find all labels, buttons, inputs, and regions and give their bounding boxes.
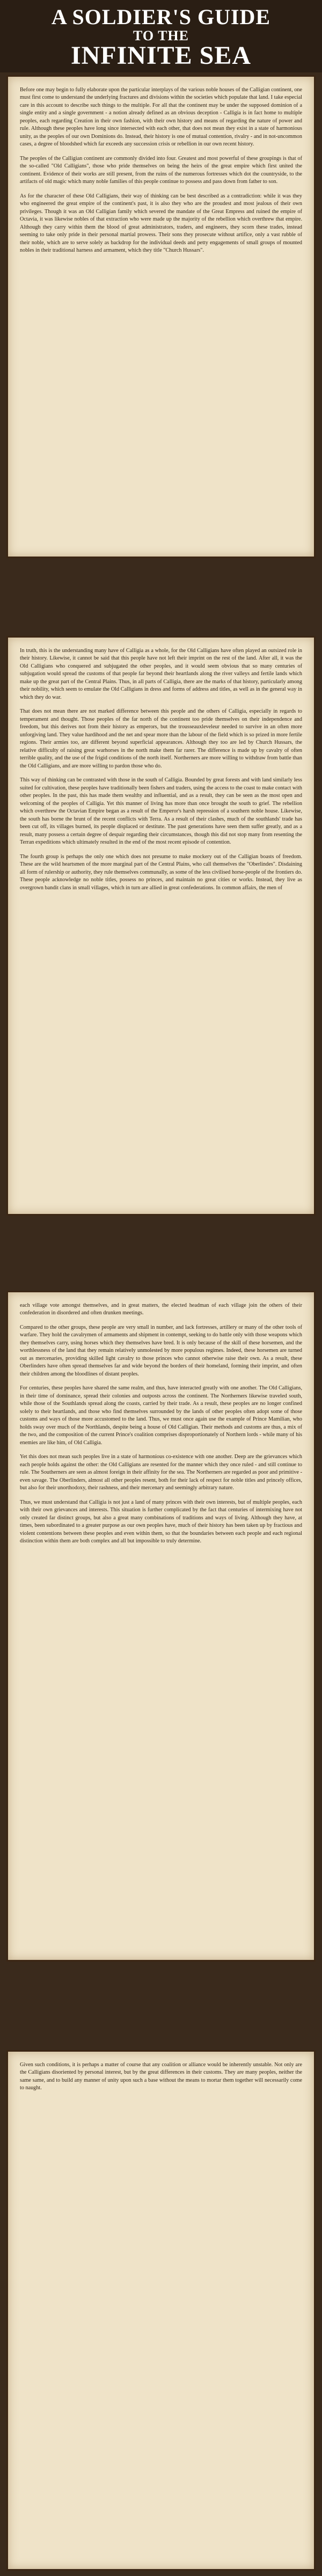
paragraph: That does not mean there are not marked difference between this people and the others of Calligia, especially in regards to temperament and thought. Those peoples of the far north of the continent too pride themselves on their independence and freedom, but this derives not from their history as emperors, but the trousseauxleveleur needed to survive in an often more unforgiving land. They value hardihood and the net and spear more than the labour of the field which is so prized in more fertile regions. Their armies too, are different beyond superficial appearances. Although they too are led by Church Hussars, the relative difficulty of raising great warhorses in the north make them far rarer. The difference is made up by cavalry of often terrible quality, and the use of the frigid conditions of the north itself. Northerners are more willing to withdraw from battle than the Old Calligians, and are more willing to pardon those who do.	[20, 708, 302, 769]
paragraph: In truth, this is the understanding many have of Calligia as a whole, for the Old Calligians have often played an outsized role in their history. Likewise, it cannot be said that this people have not left their imprint on the rest of the land. After all, it was the Old Calligians who conquered and subjugated the other peoples, and it would seem obvious that so many centuries of subjugation would spread the customs of that people far beyond their heartlands along the river valleys and fertile lands which make up the great part of the Central Plains. Thus, in all parts of Calligia, there are the marks of that history, particularly among their nobility, which seem to emulate the Old Calligians in dress and forms of address and titles, as well as in the general way in which they do war.	[20, 648, 302, 700]
paragraph: Thus, we must understand that Calligia is not just a land of many princes with their own interests, but of multiple peoples, each with their own grievances and interests. This situation is further complicated by the fact that centuries of intermixing have not only created far distinct groups, but also a great many combinations of traditions and ways of living. Although they have, at times, been subordinated to a greater purpose as our own peoples have, much of their history has been taken up by fractious and violent contentions between these peoples and even within them, so that the boundaries between each people and each regional distinction within them are both complex and all but impossible to truly determine.	[20, 1499, 302, 1545]
title-banner	[0, 0, 322, 72]
title-line-3: INFINITE SEA	[70, 41, 252, 70]
paragraph: Given such conditions, it is perhaps a matter of course that any coalition or alliance would be inherently unstable. Not only are the Calligians disoriented by personal interest, but by the great differences in their customs. They are many peoples, neither the same same, and to build any manner of unity upon such a base without the means to mortar them together will necessarily come to naught.	[20, 2062, 302, 2091]
paragraph: Yet this does not mean such peoples live in a state of harmonious co-existence with one another. Deep are the grievances which each people holds against the other: the Old Calligians are resented for the manner which they once ruled - and still continue to rule. The Southerners are seen as almost foreign in their affinity for the sea. The Northerners are regarded as poor and primitive - even savage. The Oberlinders, almost all other peoples resent, both for their lack of respect for noble titles and princely offices, but also for their unorthodoxy, their rashness, and their mercenary and seemingly arbitrary nature.	[20, 1454, 302, 1491]
text-panel-4	[6, 2050, 316, 2571]
text-panel-1	[6, 75, 316, 558]
paragraph: each village vote amongst themselves, and in great matters, the elected headman of each village join the others of their confederation in disordered and often drunken meetings.	[20, 1302, 302, 1316]
paragraph: As for the character of these Old Calligians, their way of thinking can be best described as a contradiction: while it was they who engineered the great empire of the continent's past, it is also they who are the proudest and most jealous of their own privileges. Though it was an Old Calligian family which severed the mandate of the Great Empress and ruined the empire of Octavia, it was likewise nobles of that extraction who were made up the majority of the rebellion which overthrew that empire. Although they carry within them the blood of great administrators, traders, and engineers, they scorn these trades, instead seeming to take only pride in their personal martial prowess. Their sons they prosecute without artifice, only a vast rubble of their noble, which are to serve solely as backdrop for the individual deeds and petty engagements of small groups of mounted nobles in their traditional harness and armament, which they title "Church Hussars".	[20, 193, 302, 254]
text-panel-2	[6, 636, 316, 1216]
text-panel-3	[6, 1291, 316, 1962]
paragraph: For centuries, these peoples have shared the same realm, and thus, have interacted greatly with one another. The Old Calligians, in their time of dominance, spread their colonies and outposts across the continent. The Northerners likewise traveled south, while those of the Southlands spread along the coasts, carried by their trade. As a result, these peoples are no longer confined solely to their heartlands, and those who find themselves surrounded by the lands of other peoples often adopt some of those customs and ways of those more accustomed to the land. Thus, we must once again use the example of Prince Mamilian, who holds sway over much of the Northlands, despite being a house of Old Calligian. Their methods and customs are thus, a mix of the two, and the composition of the current Prince's coalition comprises disproportionately of Northern lords - while many of his enemies are like him, of Old Calligia.	[20, 1385, 302, 1446]
paragraph: Compared to the other groups, these people are very small in number, and lack fortresses, artillery or many of the other tools of warfare. They hold the cavalrymen of armaments and shipment in contempt, seeking to do battle only with those weapons which they themselves carry, using horses which they themselves have bred. It is only because of the skill of these horsemen, and the worthlessness of the land that they remain relatively unmolested by more populous regimes. Indeed, these horsemen are turned out as mercenaries, providing skilled light cavalry to those princes who cannot otherwise raise their own. As a result, these Oberlinders have often spread themselves far and wide beyond the borders of their homeland, forming their imprint, and often their children among the bloodlines of distant peoples.	[20, 1324, 302, 1377]
paragraph: The peoples of the Calligian continent are commonly divided into four. Greatest and most powerful of these groupings is that of the so-called "Old Calligians", those who pride themselves on being the heirs of the great empire which first united the continent. Evidence of their works are still present, from the ruins of the numerous fortresses which dot the countryside, to the artifacts of old magic which many noble families of this people continue to possess and pass down from father to son.	[20, 155, 302, 185]
paragraph: The fourth group is perhaps the only one which does not presume to make mockery out of the Calligian boasts of freedom. These are the wild heartsmen of the more marginal part of the Central Plains, who call themselves the "Oberlindes". Disdaining all form of rulership or authority, they rule themselves communally, as some of the less civilised horse-people of the frontiers do. These people acknowledge no noble titles, possess no princes, and maintain no great cities or works. Instead, they live as overgrown bandit clans in small villages, which in turn are allied in great confederations. In common affairs, the men of	[20, 853, 302, 891]
paragraph: This way of thinking can be contrasted with those in the south of Calligia. Bounded by great forests and with land similarly less suited for cultivation, these peoples have traditionally been fishers and traders, using the access to the coast to make contact with other peoples. In the past, this has made them wealthy and influential, and as a result, they can be seen as the most open and welcoming of the peoples of Calligia. Yet this manner of living has more than once brought the south to grief. The rebellion which overthrew the Octavian Empire began as a result of the Emperor's harsh repression of a southern noble house. Likewise, the south has borne the brunt of the recent conflicts with Terra. As a result of their clashes, much of the southlands' trade has been cut off, its villages burned, its people displaced or destitute. The past generations have seen them suffer greatly, and as a result, many possess a certain degree of despair regarding their circumstances, though this did not stop many from resenting the Terran expeditions which ultimately resulted in the end of the most recent episode of contention.	[20, 777, 302, 846]
title-line-1: A SOLDIER'S GUIDE	[51, 5, 271, 29]
paragraph: Before one may begin to fully elaborate upon the particular interplays of the various noble houses of the Calligian continent, one must first come to understand the underlying fractures and divisions within the societies which populate that land. I take especial care in this account to describe such things to the multiple. For all that the continent may be under the supposed dominion of a single entity and a single government - a notion already defined as an obvious deception - Calligia is in fact home to multiple peoples, each regarding Creation in their own fashion, with their own history and means of regarding the nature of power and rule. Although these peoples have long since intersected with each other, that does not mean they exist in a state of harmonious unity, as the peoples of our own Dominions do. Instead, their history is one of mutual contention, rivalry - and in not-uncommon cases, a degree of bloodshed which far exceeds any succession crisis or rebellion in our own recent history.	[20, 87, 302, 148]
title-line-2: TO THE	[133, 28, 189, 43]
